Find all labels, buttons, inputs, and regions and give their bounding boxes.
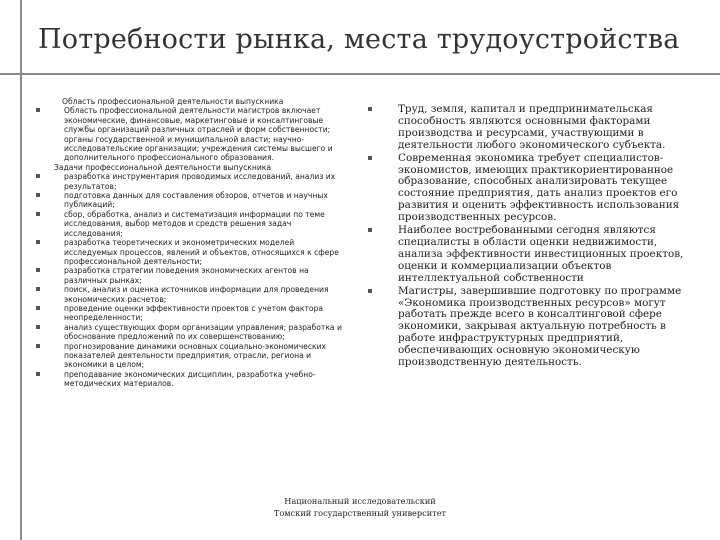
statement-text: Магистры, завершившие подготовку по программе «Экономика производственных ресурсов» могут работать прежде всего в консалтинговой сфере экономики, закрывая актуальную потребность в работе инфраструктурных предприятий, обеспечивающих основную экономическую производственную деятельность. (398, 284, 682, 369)
square-bullet-icon (368, 289, 372, 293)
task-text: прогнозирование динамики основных социально-экономических показателей деятельности предприятия, отрасли, региона и экономики в целом; (64, 341, 327, 370)
list-item (36, 323, 348, 342)
task-text: подготовка данных для составления обзоров, отчетов и научных публикаций; (64, 191, 328, 210)
list-item (36, 342, 348, 370)
task-text: поиск, анализ и оценка источников информации для проведения экономических расчетов; (64, 285, 329, 304)
list-item (368, 286, 694, 369)
statement-text: Наиболее востребованными сегодня являются специалисты в области оценки недвижимости, анализа эффективности инвестиционных проектов, оценки и коммерциализации объектов интеллектуальной собственности (398, 224, 684, 284)
title-underline (0, 73, 720, 75)
list-item (36, 370, 348, 389)
list-item (36, 285, 348, 304)
square-bullet-icon (36, 344, 40, 348)
square-bullet-icon (36, 306, 40, 310)
right-column (368, 104, 694, 370)
task-text: разработка инструментария проводимых исследований, анализ их результатов; (64, 172, 336, 191)
task-text: анализ существующих форм организации управления; разработка и обоснование предложений по их совершенствованию; (64, 322, 342, 342)
square-bullet-icon (36, 212, 40, 216)
list-item (36, 304, 348, 323)
footer-line-university: Томский государственный университет (273, 508, 447, 518)
list-item (368, 153, 694, 224)
list-item (36, 106, 348, 162)
task-text: сбор, обработка, анализ и систематизация информации по теме исследования, выбор методов и средств решения задач исследования; (64, 209, 325, 238)
task-text: разработка теоретических и эконометрических моделей исследуемых процессов, явлений и объектов, относящихся к сфере профессиональной деятельности; (64, 238, 339, 266)
square-bullet-icon (36, 240, 40, 244)
square-bullet-icon (36, 325, 40, 329)
footer-line-institution: Национальный исследовательский (284, 496, 436, 506)
list-item (368, 225, 694, 285)
list-item (36, 210, 348, 238)
square-bullet-icon (36, 268, 40, 272)
statement-text: Современная экономика требует специалистов-экономистов, имеющих практикориентированное образование, способных анализировать текущее состояние предприятия, дать анализ проектов его развития и оценить эффективность использования производственных ресурсов. (398, 151, 680, 224)
list-item (36, 266, 348, 285)
square-bullet-icon (368, 107, 372, 111)
left-column (36, 97, 348, 389)
square-bullet-icon (36, 287, 40, 291)
footer (200, 495, 520, 519)
list-item (36, 238, 348, 266)
task-text: разработка стратегии поведения экономических агентов на различных рынках; (64, 266, 309, 285)
square-bullet-icon (36, 174, 40, 178)
vertical-rule (20, 0, 22, 540)
page-title: Потребности рынка, места трудоустройства (38, 24, 680, 55)
square-bullet-icon (368, 228, 372, 232)
tasks-heading: Задачи профессиональной деятельности выпускника (54, 162, 272, 172)
square-bullet-icon (36, 108, 40, 112)
task-text: преподавание экономических дисциплин, разработка учебно- методических материалов. (64, 369, 316, 389)
square-bullet-icon (36, 193, 40, 197)
list-item (36, 172, 348, 191)
area-text: Область профессиональной деятельности магистров включает экономические, финансовые, маркетинговые и консалтинговые службы организаций различных отраслей и форм собственности; органы государственной и муниципальной власти; научно-исследовательские организации; учреждения системы высшего и дополнительного профессионального образования. (64, 106, 333, 163)
task-text: проведение оценки эффективности проектов с учетом фактора неопределенности; (64, 303, 324, 323)
list-item (36, 191, 348, 210)
statement-text: Труд, земля, капитал и предпринимательская способность являются основными факторами производства и ресурсами, участвующими в деятельности любого экономического субъекта. (398, 103, 666, 151)
area-heading: Область профессиональной деятельности выпускника (62, 97, 284, 106)
list-item (368, 104, 694, 152)
square-bullet-icon (36, 372, 40, 376)
square-bullet-icon (368, 156, 372, 160)
